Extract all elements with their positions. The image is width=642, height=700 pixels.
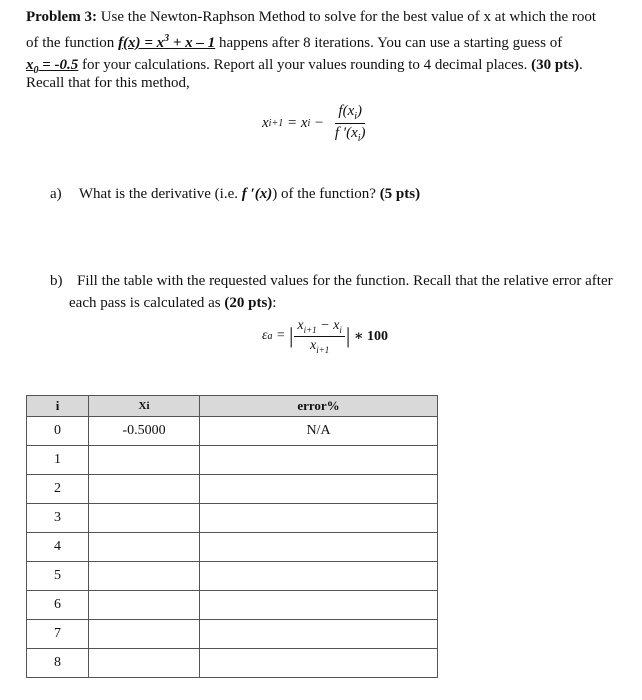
error-cell[interactable] <box>200 562 438 591</box>
error-cell[interactable] <box>200 591 438 620</box>
part-b-points: (20 pts) <box>224 295 273 311</box>
header-error: error% <box>200 396 438 417</box>
table-row: 2 <box>27 475 438 504</box>
xi-cell[interactable] <box>89 591 200 620</box>
xi-cell[interactable] <box>89 504 200 533</box>
xi-cell[interactable] <box>89 446 200 475</box>
header-i: i <box>27 396 89 417</box>
xi-cell[interactable] <box>89 649 200 678</box>
part-a: a) What is the derivative (i.e. f ′(x)) of the function? (5 pts) <box>50 186 421 202</box>
table-row: 4 <box>27 533 438 562</box>
problem-line-3: $x_0 = -0.5$ for your calculations. Report all your values rounding to 4 decimal places. (30 pts). <box>26 57 583 76</box>
xi-cell[interactable] <box>89 562 200 591</box>
table-row: 6 <box>27 591 438 620</box>
table-row: 1 <box>27 446 438 475</box>
xi-cell[interactable] <box>89 620 200 649</box>
function-definition: $f(x) = x^3 + x - 1$ <box>118 33 216 51</box>
recall-text: Recall that for this method, <box>26 75 190 91</box>
error-cell[interactable] <box>200 620 438 649</box>
relative-error-formula: ε a = | $\frac{x_{i+1} - x_i}{x_{i+1}}$ | ∗ 100 <box>262 318 388 355</box>
starting-guess: $x_0 = -0.5$ <box>26 57 79 76</box>
table-header-row <box>27 396 438 417</box>
error-cell[interactable] <box>200 475 438 504</box>
newton-raphson-formula: x i+1 = x i − $\frac{f(x_i)}{f '(x_i)}$ <box>262 103 366 144</box>
iteration-table <box>26 395 438 678</box>
part-a-label: a) <box>50 186 62 202</box>
problem-line-2: of the function $f(x) = x^3 + x - 1$ happens after 8 iterations. You can use a starting guess of <box>26 33 563 51</box>
error-cell[interactable] <box>200 446 438 475</box>
table-row: 8 <box>27 649 438 678</box>
part-a-points: (5 pts) <box>379 186 421 202</box>
problem-statement <box>26 6 596 82</box>
part-b: b) Fill the table with the requested values for the function. Recall that the relative error after each pass is calculated as (20 pts): <box>50 273 613 311</box>
error-cell[interactable] <box>200 649 438 678</box>
xi-cell[interactable] <box>89 475 200 504</box>
table-row: 5 <box>27 562 438 591</box>
problem-points: (30 pts) <box>531 57 580 73</box>
xi-cell[interactable] <box>89 533 200 562</box>
table-row: 0 -0.5000 N/A <box>27 417 438 446</box>
table-row: 3 <box>27 504 438 533</box>
header-xi: Xi <box>89 396 200 417</box>
xi-cell[interactable]: -0.5000 <box>89 417 200 446</box>
part-b-label: b) <box>50 273 63 289</box>
error-cell[interactable] <box>200 504 438 533</box>
error-cell[interactable] <box>200 533 438 562</box>
table-row: 7 <box>27 620 438 649</box>
problem-line-1: Problem 3: Use the Newton-Raphson Method to solve for the best value of x at which the root <box>26 9 597 25</box>
error-cell[interactable]: N/A <box>200 417 438 446</box>
problem-label: Problem 3: <box>26 9 97 25</box>
